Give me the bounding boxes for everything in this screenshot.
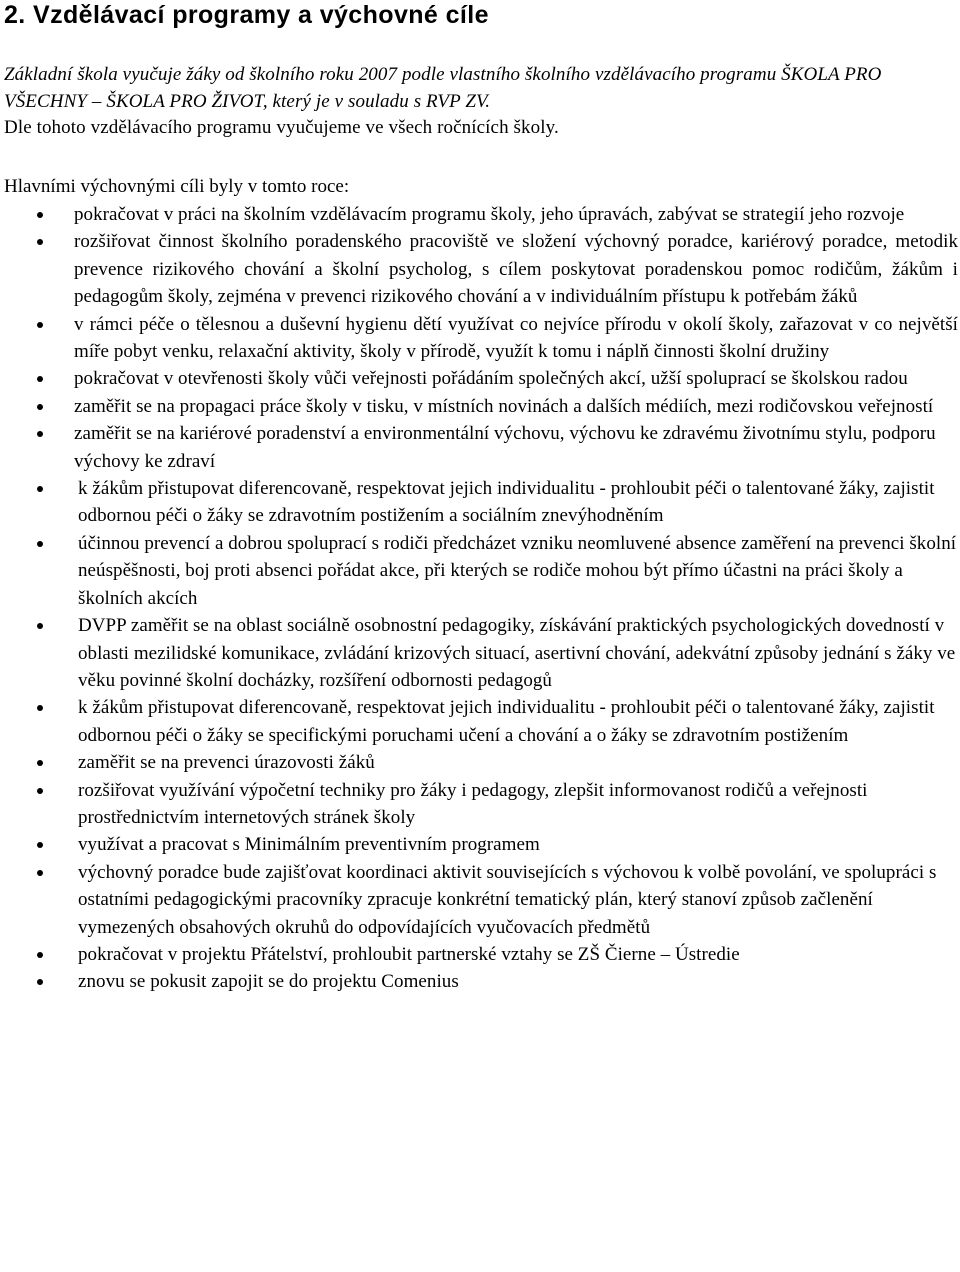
list-item [0, 694, 958, 749]
list-item [0, 831, 958, 858]
bullet-icon [37, 376, 43, 382]
bullet-icon [37, 431, 43, 437]
list-item-text: výchovný poradce bude zajišťovat koordinaci aktivit souvisejících s výchovou k volbě povolání, ve spolupráci s ostatními pedagogickými pracovníky zpracuje konkrétní tematický plán, který stanoví způsob začlenění vymezených obsahových okruhů do odpovídajících vyučovacích předmětů [78, 861, 937, 938]
bullet-icon [37, 404, 43, 410]
list-item [0, 777, 958, 832]
list-item-text: pokračovat v projektu Přátelství, prohloubit partnerské vztahy se ZŠ Čierne – Ústredie [78, 943, 740, 965]
list-item-text: využívat a pracovat s Minimálním preventivním programem [78, 834, 540, 856]
list-item-text: znovu se pokusit zapojit se do projektu Comenius [78, 971, 459, 993]
bullet-icon [37, 623, 43, 629]
list-item [0, 365, 958, 392]
list-item-text: v rámci péče o tělesnou a duševní hygienu dětí využívat co nejvíce přírodu v okolí školy, zařazovat v co největší míře pobyt venku, relaxační aktivity, školy v přírodě, využít k tomu i náplň činnosti školní družiny [74, 313, 958, 363]
goals-list [0, 201, 958, 996]
list-item [0, 530, 958, 612]
bullet-icon [37, 239, 43, 245]
list-item [0, 393, 958, 420]
list-item-text: k žákům přistupovat diferencovaně, respektovat jejich individualitu - prohloubit péči o talentované žáky, zajistit odbornou péči o žáky se specifickými poruchami učení a chování a o žáky se zdravotním postižením [78, 697, 935, 746]
list-item [0, 201, 958, 228]
list-item-text: rozšiřovat činnost školního poradenského pracoviště ve složení výchovný poradce, kariérový poradce, metodik prevence rizikového chování a školní psycholog, s cílem poskytovat poradenskou pomoc rodičům, žákům i pedagogům školy, zejména v prevenci rizikového chování a v individuálním přístupu k potřebám žáků [74, 231, 958, 308]
list-item-text: DVPP zaměřit se na oblast sociálně osobnostní pedagogiky, získávání praktických psychologických dovedností v oblasti mezilidské komunikace, zvládání krizových situací, asertivní chování, adekvátní způsoby jednání s žáky ve věku povinné školní docházky, rozšíření odbornosti pedagogů [78, 615, 956, 691]
bullet-icon [37, 541, 43, 547]
list-item [0, 968, 958, 995]
list-item-text: rozšiřovat využívání výpočetní techniky pro žáky i pedagogy, zlepšit informovanost rodičů a veřejnosti prostřednictvím internetových stránek školy [78, 779, 868, 828]
intro-paragraph [4, 62, 944, 142]
list-item-text: k žákům přistupovat diferencovaně, respektovat jejich individualitu - prohloubit péči o talentované žáky, zajistit odbornou péči o žáky se zdravotním postižením a sociálním znevýhodněním [78, 478, 935, 527]
list-item [0, 228, 958, 310]
list-item [0, 941, 958, 968]
bullet-icon [37, 760, 43, 766]
bullet-icon [37, 842, 43, 848]
list-item [0, 749, 958, 776]
list-item-text: zaměřit se na prevenci úrazovosti žáků [78, 752, 375, 774]
list-item [0, 475, 958, 530]
bullet-icon [37, 952, 43, 958]
bullet-icon [37, 979, 43, 985]
page-title: 2. Vzdělávací programy a výchovné cíle [4, 1, 489, 29]
list-item [0, 420, 958, 475]
bullet-icon [37, 486, 43, 492]
bullet-icon [37, 705, 43, 711]
intro-line-italic: Základní škola vyučuje žáky od školního roku 2007 podle vlastního školního vzdělávacího programu ŠKOLA PRO VŠECHNY – ŠKOLA PRO ŽIVOT, který je v souladu s RVP ZV. [4, 64, 882, 112]
list-item [0, 612, 958, 694]
bullet-icon [37, 870, 43, 876]
list-item [0, 311, 958, 366]
list-item-text: zaměřit se na kariérové poradenství a environmentální výchovu, výchovu ke zdravému životnímu stylu, podporu výchovy ke zdraví [74, 423, 936, 472]
intro-line: Dle tohoto vzdělávacího programu vyučujeme ve všech ročnících školy. [4, 117, 559, 138]
bullet-icon [37, 322, 43, 328]
goals-label: Hlavními výchovnými cíli byly v tomto roce: [4, 176, 350, 197]
list-item-text: účinnou prevencí a dobrou spoluprací s rodiči předcházet vzniku neomluvené absence zaměření na prevenci školní neúspěšnosti, boj proti absenci pořádat akce, při kterých se rodiče mohou být přímo účastni na práci školy a školních akcích [78, 532, 957, 609]
bullet-icon [37, 212, 43, 218]
list-item-text: zaměřit se na propagaci práce školy v tisku, v místních novinách a dalších médiích, mezi rodičovskou veřejností [74, 395, 934, 417]
list-item-text: pokračovat v otevřenosti školy vůči veřejnosti pořádáním společných akcí, užší spoluprací se školskou radou [74, 368, 908, 390]
list-item [0, 859, 958, 941]
list-item-text: pokračovat v práci na školním vzdělávacím programu školy, jeho úpravách, zabývat se strategií jeho rozvoje [74, 204, 905, 225]
bullet-icon [37, 788, 43, 794]
